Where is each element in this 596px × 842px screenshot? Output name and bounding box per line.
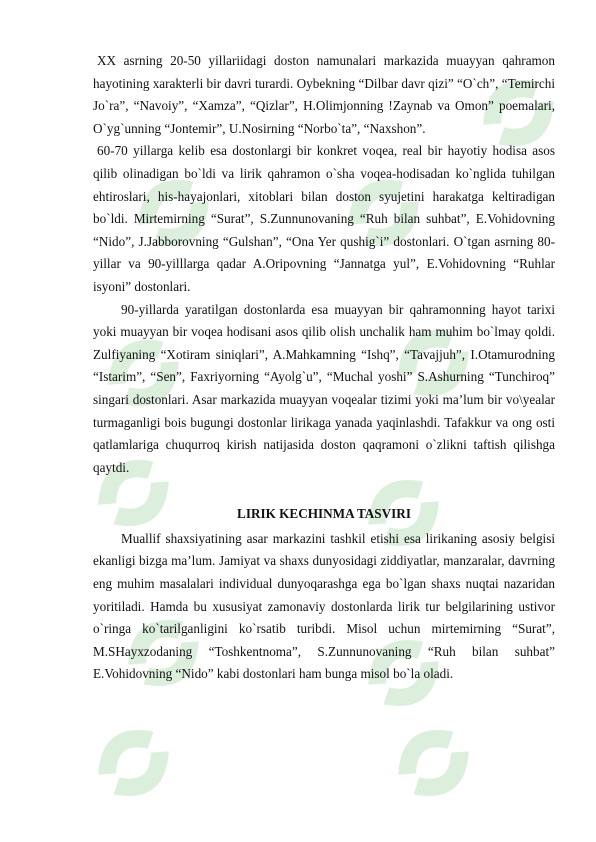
paragraph-doston-20-50: XX asrning 20-50 yillariidagi doston namunalari markazida muayyan qahramon hayotining xarakterli bir davri turardi. Oybekning “Dilbar davr qizi” “O`ch”, “Temirchi Jo`ra”, “Navoiy”, “Xamza”, “Qizlar”, H.Olimjonning !Zaynab va Omon” poemalari, O`yg`unning “Jontemir”, U.Nosirning “Norbo`ta”, “Naxshon”. [93,53,555,136]
watermark-logo [60,690,210,840]
document-page [93,50,555,686]
watermark-logo [360,690,510,840]
paragraph-doston-90s: 90-yillarda yaratilgan dostonlarda esa muayyan bir qahramonning hayot tarixi yoki muayyan bir voqea hodisani asos qilib olish unchalik ham muhim bo`lmay qoldi. Zulfiyaning “Xotiram siniqlari”, A.Mahkamning “Ishq”, “Tavajjuh”, I.Otamurodning “Istarim”, “Sen”, Faxriyorning “Ayolg`u”, “Muchal yoshi” S.Ashurning “Tunchiroq” singari dostonlari. Asar markazida muayyan voqealar tizimi yoki ma’lum bir vo\yealar turmaganligi bois bugungi dostonlar lirikaga yanada yaqinlashdi. Tafakkur va ong osti qatlamlariga chuqurroq kirish natijasida doston qaqramoni o`zlikni taftish qilishga qaytdi. [93,301,555,475]
section-heading: LIRIK KECHINMA TASVIRI [237,506,411,522]
paragraph-doston-60-70: 60-70 yillarga kelib esa dostonlargi bir konkret voqea, real bir hayotiy hodisa asos qilib olinadigan bo`ldi va lirik qahramon o`sha voqea-hodisadan ko`nglida tuhilgan ehtiroslari, his-hayajonlari, xitoblari bilan doston syujetini harakatga keltiradigan bo`ldi. Mirtemirning “Surat”, S.Zunnunovaning “Ruh bilan suhbat”, E.Vohidovning “Nido”, J.Jabborovning “Gulshan”, “Ona Yer qushig`i” dostonlari. O`tgan asrning 80-yillar va 90-yilllarga qadar A.Oripovning “Jannatga yul”, E.Vohidovning “Ruhlar isyoni” dostonlari. [93,143,555,294]
paragraph-lirik-kechinma: Muallif shaxsiyatining asar markazini tashkil etishi esa lirikaning asosiy belgisi ekanligi bizga ma’lum. Jamiyat va shaxs dunyosidagi ziddiyatlar, manzaralar, davrning eng muhim masalalari individual dunyoqarashga ega bo`lgan shaxs nuqtai nazaridan yoritiladi. Hamda bu xususiyat zamonaviy dostonlarda lirik tur belgilarining ustivor o`ringa ko`tarilganligini ko`rsatib turibdi. Misol uchun mirtemirning “Surat”, M.SHayxzodaning “Toshkentnoma”, S.Zunnunovaning “Ruh bilan suhbat” E.Vohidovning “Nido” kabi dostonlari ham bunga misol bo`la oladi. [93,530,555,682]
